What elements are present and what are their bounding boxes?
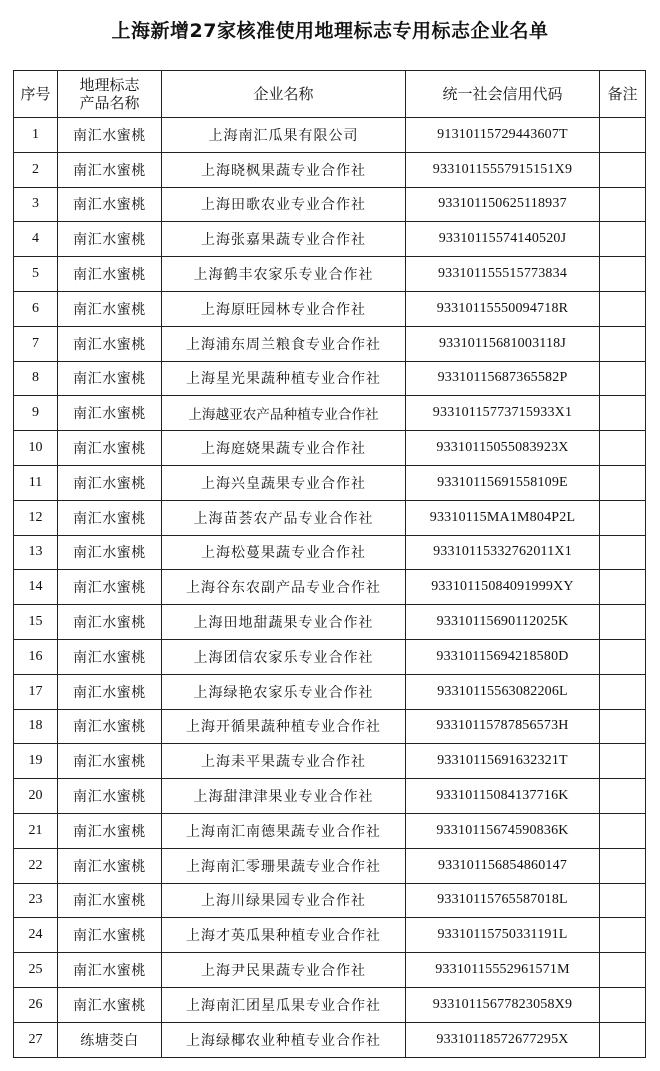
seq-cell: 27 <box>14 1022 58 1057</box>
seq-cell: 11 <box>14 465 58 500</box>
header-remark: 备注 <box>600 71 646 118</box>
product-cell: 南汇水蜜桃 <box>58 813 162 848</box>
credit-code-cell: 93310115681003118J <box>406 326 600 361</box>
company-cell: 上海浦东周兰粮食专业合作社 <box>162 326 406 361</box>
company-cell: 上海南汇瓜果有限公司 <box>162 118 406 153</box>
product-cell: 南汇水蜜桃 <box>58 987 162 1022</box>
header-product <box>58 71 162 118</box>
remark-cell <box>600 500 646 535</box>
seq-cell: 10 <box>14 431 58 466</box>
enterprise-table <box>13 70 646 1058</box>
seq-cell: 22 <box>14 848 58 883</box>
table-row <box>14 500 646 535</box>
company-cell: 上海开循果蔬种植专业合作社 <box>162 709 406 744</box>
header-code: 统一社会信用代码 <box>406 71 600 118</box>
table-row <box>14 152 646 187</box>
product-cell: 南汇水蜜桃 <box>58 605 162 640</box>
table-row <box>14 813 646 848</box>
seq-cell: 9 <box>14 396 58 431</box>
remark-cell <box>600 813 646 848</box>
company-cell: 上海尹民果蔬专业合作社 <box>162 953 406 988</box>
company-cell: 上海兴皇蔬果专业合作社 <box>162 465 406 500</box>
table-row <box>14 535 646 570</box>
remark-cell <box>600 361 646 396</box>
remark-cell <box>600 639 646 674</box>
header-product-line1: 地理标志 <box>79 76 140 94</box>
remark-cell <box>600 396 646 431</box>
product-cell: 南汇水蜜桃 <box>58 779 162 814</box>
table-row <box>14 709 646 744</box>
credit-code-cell: 93310115557915151X9 <box>406 152 600 187</box>
seq-cell: 24 <box>14 918 58 953</box>
remark-cell <box>600 848 646 883</box>
remark-cell <box>600 465 646 500</box>
credit-code-cell: 93310115MA1M804P2L <box>406 500 600 535</box>
remark-cell <box>600 291 646 326</box>
table-row <box>14 257 646 292</box>
company-cell: 上海耒平果蔬专业合作社 <box>162 744 406 779</box>
seq-cell: 3 <box>14 187 58 222</box>
table-row <box>14 222 646 257</box>
table-row <box>14 431 646 466</box>
seq-cell: 17 <box>14 674 58 709</box>
remark-cell <box>600 674 646 709</box>
table-row <box>14 918 646 953</box>
seq-cell: 25 <box>14 953 58 988</box>
table-header-row <box>14 71 646 118</box>
seq-cell: 5 <box>14 257 58 292</box>
remark-cell <box>600 326 646 361</box>
company-cell: 上海南汇团星瓜果专业合作社 <box>162 987 406 1022</box>
seq-cell: 4 <box>14 222 58 257</box>
remark-cell <box>600 118 646 153</box>
remark-cell <box>600 918 646 953</box>
credit-code-cell: 93310115055083923X <box>406 431 600 466</box>
remark-cell <box>600 605 646 640</box>
table-row <box>14 883 646 918</box>
seq-cell: 2 <box>14 152 58 187</box>
remark-cell <box>600 570 646 605</box>
table-row <box>14 570 646 605</box>
table-row <box>14 465 646 500</box>
table-row <box>14 779 646 814</box>
credit-code-cell: 93310115332762011X1 <box>406 535 600 570</box>
product-cell: 南汇水蜜桃 <box>58 883 162 918</box>
company-cell: 上海川绿果园专业合作社 <box>162 883 406 918</box>
company-cell: 上海绿艳农家乐专业合作社 <box>162 674 406 709</box>
product-cell: 南汇水蜜桃 <box>58 918 162 953</box>
product-cell: 南汇水蜜桃 <box>58 291 162 326</box>
seq-cell: 23 <box>14 883 58 918</box>
remark-cell <box>600 187 646 222</box>
product-cell: 南汇水蜜桃 <box>58 744 162 779</box>
table-row <box>14 639 646 674</box>
credit-code-cell: 93310115691632321T <box>406 744 600 779</box>
product-cell: 南汇水蜜桃 <box>58 118 162 153</box>
table-row <box>14 1022 646 1057</box>
seq-cell: 26 <box>14 987 58 1022</box>
product-cell: 南汇水蜜桃 <box>58 709 162 744</box>
seq-cell: 8 <box>14 361 58 396</box>
product-cell: 南汇水蜜桃 <box>58 396 162 431</box>
company-cell: 上海谷东农副产品专业合作社 <box>162 570 406 605</box>
credit-code-cell: 93310115773715933X1 <box>406 396 600 431</box>
seq-cell: 15 <box>14 605 58 640</box>
seq-cell: 7 <box>14 326 58 361</box>
product-cell: 南汇水蜜桃 <box>58 848 162 883</box>
remark-cell <box>600 222 646 257</box>
credit-code-cell: 93310118572677295X <box>406 1022 600 1057</box>
company-cell: 上海松蔓果蔬专业合作社 <box>162 535 406 570</box>
table-row <box>14 326 646 361</box>
company-cell: 上海甜津津果业专业合作社 <box>162 779 406 814</box>
remark-cell <box>600 535 646 570</box>
product-cell: 南汇水蜜桃 <box>58 257 162 292</box>
remark-cell <box>600 709 646 744</box>
company-cell: 上海田歌农业专业合作社 <box>162 187 406 222</box>
seq-cell: 6 <box>14 291 58 326</box>
header-seq: 序号 <box>14 71 58 118</box>
product-cell: 南汇水蜜桃 <box>58 570 162 605</box>
company-cell: 上海绿椰农业种植专业合作社 <box>162 1022 406 1057</box>
product-cell: 南汇水蜜桃 <box>58 639 162 674</box>
credit-code-cell: 93310115691558109E <box>406 465 600 500</box>
credit-code-cell: 93310115765587018L <box>406 883 600 918</box>
remark-cell <box>600 883 646 918</box>
credit-code-cell: 93310115084137716K <box>406 779 600 814</box>
document-title: 上海新增27家核准使用地理标志专用标志企业名单 <box>111 20 549 42</box>
credit-code-cell: 933101155515773834 <box>406 257 600 292</box>
product-cell: 南汇水蜜桃 <box>58 152 162 187</box>
credit-code-cell: 93310115674590836K <box>406 813 600 848</box>
seq-cell: 20 <box>14 779 58 814</box>
credit-code-cell: 93310115687365582P <box>406 361 600 396</box>
credit-code-cell: 93310115677823058X9 <box>406 987 600 1022</box>
table-row <box>14 674 646 709</box>
company-cell: 上海南汇南德果蔬专业合作社 <box>162 813 406 848</box>
seq-cell: 21 <box>14 813 58 848</box>
credit-code-cell: 93310115694218580D <box>406 639 600 674</box>
product-cell: 南汇水蜜桃 <box>58 187 162 222</box>
credit-code-cell: 91310115729443607T <box>406 118 600 153</box>
company-cell: 上海田地甜蔬果专业合作社 <box>162 605 406 640</box>
company-cell: 上海星光果蔬种植专业合作社 <box>162 361 406 396</box>
product-cell: 南汇水蜜桃 <box>58 326 162 361</box>
product-cell: 南汇水蜜桃 <box>58 500 162 535</box>
seq-cell: 13 <box>14 535 58 570</box>
remark-cell <box>600 744 646 779</box>
product-cell: 南汇水蜜桃 <box>58 953 162 988</box>
product-cell: 练塘茭白 <box>58 1022 162 1057</box>
seq-cell: 1 <box>14 118 58 153</box>
credit-code-cell: 933101156854860147 <box>406 848 600 883</box>
table-row <box>14 187 646 222</box>
credit-code-cell: 93310115084091999XY <box>406 570 600 605</box>
credit-code-cell: 93310115690112025K <box>406 605 600 640</box>
remark-cell <box>600 431 646 466</box>
credit-code-cell: 933101150625118937 <box>406 187 600 222</box>
table-row <box>14 953 646 988</box>
remark-cell <box>600 987 646 1022</box>
credit-code-cell: 93310115550094718R <box>406 291 600 326</box>
table-row <box>14 291 646 326</box>
table-row <box>14 744 646 779</box>
company-cell: 上海晓枫果蔬专业合作社 <box>162 152 406 187</box>
company-cell: 上海鹤丰农家乐专业合作社 <box>162 257 406 292</box>
credit-code-cell: 93310115750331191L <box>406 918 600 953</box>
credit-code-cell: 93310115563082206L <box>406 674 600 709</box>
company-cell: 上海南汇零珊果蔬专业合作社 <box>162 848 406 883</box>
product-cell: 南汇水蜜桃 <box>58 674 162 709</box>
seq-cell: 16 <box>14 639 58 674</box>
company-cell: 上海苗荟农产品专业合作社 <box>162 500 406 535</box>
seq-cell: 14 <box>14 570 58 605</box>
table-row <box>14 848 646 883</box>
remark-cell <box>600 257 646 292</box>
remark-cell <box>600 1022 646 1057</box>
product-cell: 南汇水蜜桃 <box>58 361 162 396</box>
company-cell: 上海张嘉果蔬专业合作社 <box>162 222 406 257</box>
company-cell: 上海庭娆果蔬专业合作社 <box>162 431 406 466</box>
table-row <box>14 396 646 431</box>
seq-cell: 18 <box>14 709 58 744</box>
table-row <box>14 118 646 153</box>
header-company: 企业名称 <box>162 71 406 118</box>
table-row <box>14 987 646 1022</box>
company-cell: 上海团信农家乐专业合作社 <box>162 639 406 674</box>
company-cell: 上海才英瓜果种植专业合作社 <box>162 918 406 953</box>
seq-cell: 19 <box>14 744 58 779</box>
table-body <box>14 118 646 1058</box>
company-cell: 上海越亚农产品种植专业合作社 <box>162 396 406 431</box>
product-cell: 南汇水蜜桃 <box>58 465 162 500</box>
product-cell: 南汇水蜜桃 <box>58 431 162 466</box>
remark-cell <box>600 953 646 988</box>
remark-cell <box>600 152 646 187</box>
product-cell: 南汇水蜜桃 <box>58 535 162 570</box>
table-row <box>14 361 646 396</box>
credit-code-cell: 93310115574140520J <box>406 222 600 257</box>
company-cell: 上海原旺园林专业合作社 <box>162 291 406 326</box>
product-cell: 南汇水蜜桃 <box>58 222 162 257</box>
remark-cell <box>600 779 646 814</box>
header-product-line2: 产品名称 <box>79 94 140 112</box>
seq-cell: 12 <box>14 500 58 535</box>
credit-code-cell: 93310115787856573H <box>406 709 600 744</box>
credit-code-cell: 93310115552961571M <box>406 953 600 988</box>
table-row <box>14 605 646 640</box>
